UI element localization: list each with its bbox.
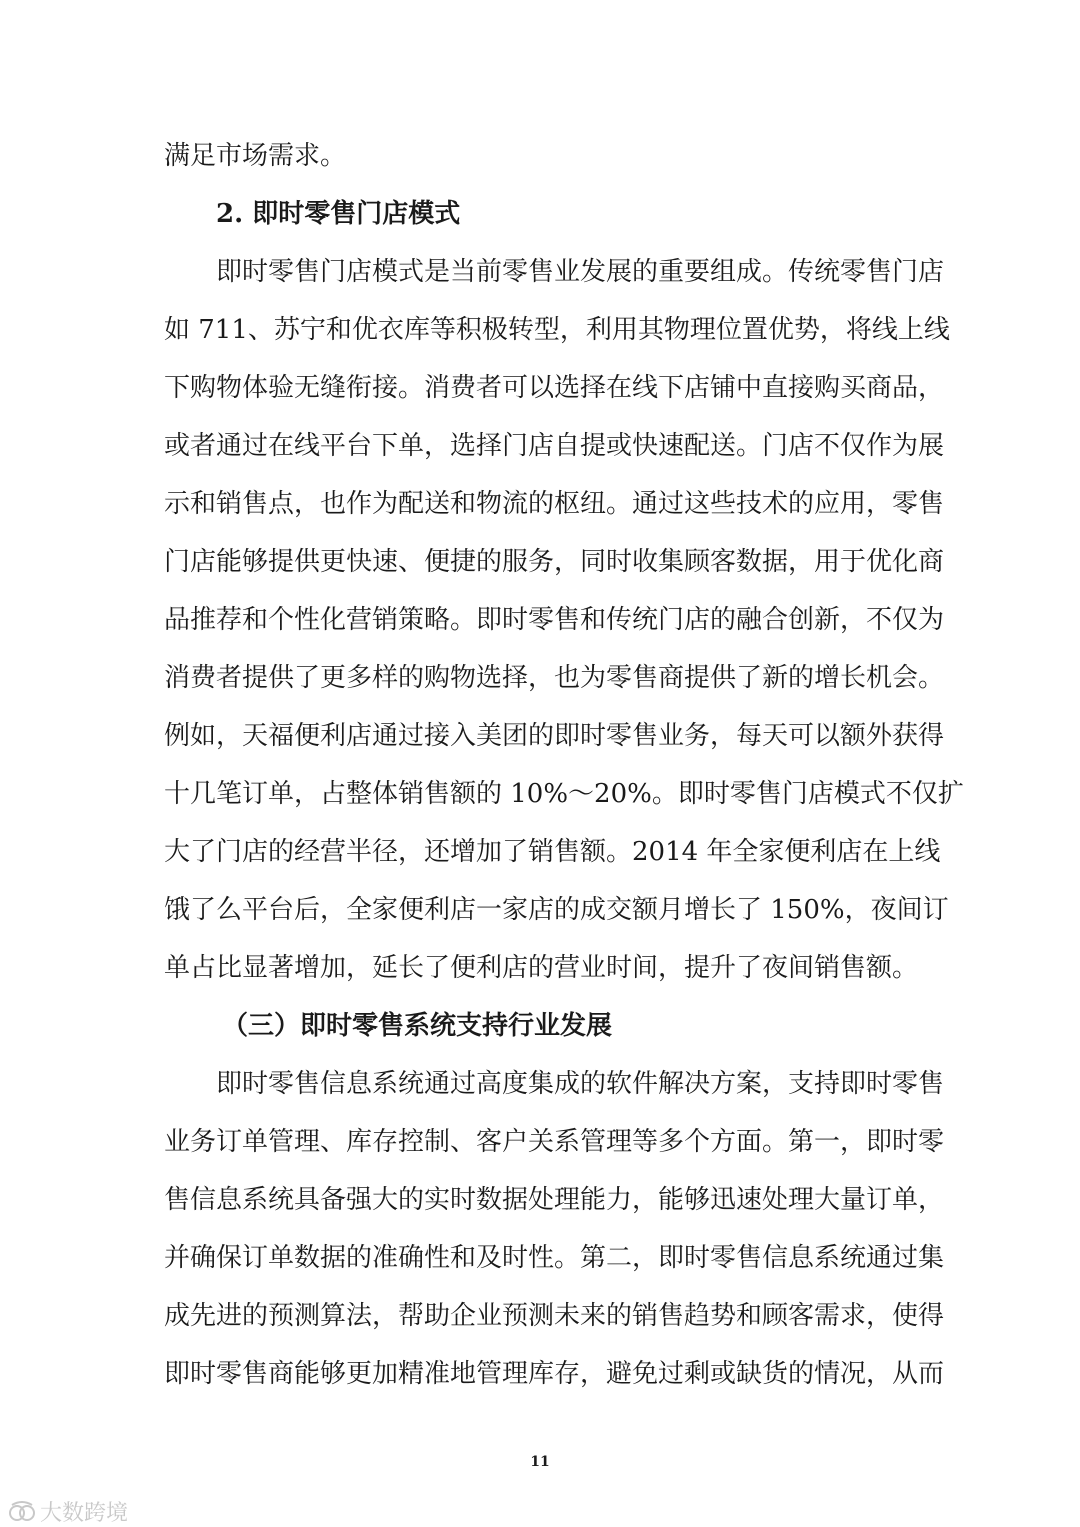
paragraph-line: 如 711、苏宁和优衣库等积极转型，利用其物理位置优势，将线上线 bbox=[164, 315, 950, 345]
paragraph-line: 例如，天福便利店通过接入美团的即时零售业务，每天可以额外获得 bbox=[164, 721, 945, 751]
paragraph-line: 消费者提供了更多样的购物选择，也为零售商提供了新的增长机会。 bbox=[164, 663, 945, 693]
paragraph-line: 成先进的预测算法，帮助企业预测未来的销售趋势和顾客需求，使得 bbox=[164, 1301, 945, 1331]
paragraph-line: 示和销售点，也作为配送和物流的枢纽。通过这些技术的应用，零售 bbox=[164, 489, 945, 519]
section-heading-3: （三）即时零售系统支持行业发展 bbox=[222, 1011, 613, 1041]
paragraph-line: 满足市场需求。 bbox=[164, 141, 347, 171]
paragraph-line: 大了门店的经营半径，还增加了销售额。2014 年全家便利店在上线 bbox=[164, 837, 941, 867]
paragraph-line: 并确保订单数据的准确性和及时性。第二，即时零售信息系统通过集 bbox=[164, 1243, 945, 1273]
paragraph-line: 门店能够提供更快速、便捷的服务，同时收集顾客数据，用于优化商 bbox=[164, 547, 945, 577]
paragraph-line: 售信息系统具备强大的实时数据处理能力，能够迅速处理大量订单， bbox=[164, 1185, 945, 1215]
paragraph-line: 饿了么平台后，全家便利店一家店的成交额月增长了 150%，夜间订 bbox=[164, 895, 949, 925]
paragraph-line: 业务订单管理、库存控制、客户关系管理等多个方面。第一，即时零 bbox=[164, 1127, 945, 1157]
watermark bbox=[8, 1496, 128, 1527]
watermark-logo-icon bbox=[8, 1500, 36, 1524]
section-heading-2: 2. 即时零售门店模式 bbox=[216, 199, 461, 229]
paragraph-line: 即时零售商能够更加精准地管理库存，避免过剩或缺货的情况，从而 bbox=[164, 1359, 945, 1389]
paragraph-line: 单占比显著增加，延长了便利店的营业时间，提升了夜间销售额。 bbox=[164, 953, 919, 983]
paragraph-line: 或者通过在线平台下单，选择门店自提或快速配送。门店不仅作为展 bbox=[164, 431, 945, 461]
paragraph-line: 即时零售门店模式是当前零售业发展的重要组成。传统零售门店 bbox=[216, 257, 945, 287]
page-number: 11 bbox=[530, 1454, 550, 1470]
paragraph-line: 十几笔订单，占整体销售额的 10%～20%。即时零售门店模式不仅扩 bbox=[164, 779, 964, 809]
paragraph-line: 即时零售信息系统通过高度集成的软件解决方案，支持即时零售 bbox=[216, 1069, 945, 1099]
paragraph-line: 品推荐和个性化营销策略。即时零售和传统门店的融合创新，不仅为 bbox=[164, 605, 945, 635]
paragraph-line: 下购物体验无缝衔接。消费者可以选择在线下店铺中直接购买商品， bbox=[164, 373, 945, 403]
watermark-text: 大数跨境 bbox=[40, 1501, 129, 1526]
